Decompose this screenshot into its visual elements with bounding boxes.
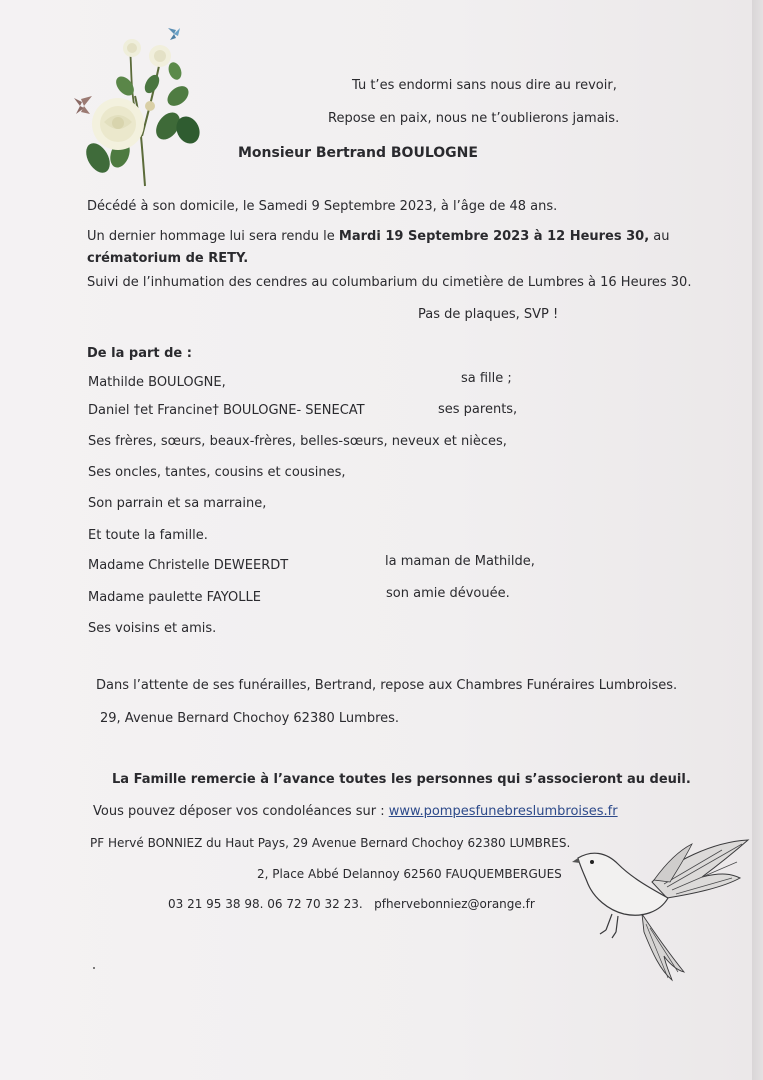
- death-notice: Décédé à son domicile, le Samedi 9 Septembre 2023, à l’âge de 48 ans.: [87, 199, 558, 214]
- poem-line-1: Tu t’es endormi sans nous dire au revoir,: [352, 78, 617, 93]
- poem-line-2: Repose en paix, nous ne t’oublierons jamais.: [328, 111, 620, 126]
- name-surname: BOULOGNE: [390, 145, 478, 161]
- dove-icon: [572, 832, 752, 982]
- family-name: Madame paulette FAYOLLE: [88, 590, 261, 605]
- condolences-link[interactable]: www.pompesfunebreslumbroises.fr: [388, 804, 618, 819]
- funeral-home-address-2: 2, Place Abbé Delannoy 62560 FAUQUEMBERGUES: [257, 867, 562, 881]
- butterfly-icon: [74, 96, 92, 114]
- deceased-name: [238, 145, 478, 161]
- phone-numbers: 03 21 95 38 98. 06 72 70 32 23.: [168, 897, 363, 911]
- family-thanks: La Famille remercie à l’avance toutes les personnes qui s’associeront au deuil.: [112, 772, 691, 787]
- rose-bouquet-icon: [70, 26, 220, 191]
- family-name: Daniel †et Francine† BOULOGNE- SENECAT: [88, 403, 365, 418]
- family-relation: son amie dévouée.: [386, 586, 510, 601]
- crematorium: crématorium de RETY.: [87, 251, 249, 266]
- page-edge: [752, 0, 763, 1080]
- family-name: Ses frères, sœurs, beaux-frères, belles-sœurs, neveux et nièces,: [88, 434, 507, 449]
- tribute-pre: Un dernier hommage lui sera rendu le: [87, 229, 339, 244]
- condolences-label: Vous pouvez déposer vos condoléances sur :: [93, 804, 389, 819]
- family-relation: ses parents,: [438, 402, 518, 417]
- contact-line: [168, 896, 535, 912]
- flowers-notice: Pas de plaques, SVP !: [418, 307, 559, 322]
- email-address: pfhervebonniez@orange.fr: [374, 897, 535, 911]
- family-name: Madame Christelle DEWEERDT: [88, 558, 289, 573]
- tribute-line: [87, 229, 670, 245]
- stray-dot: [93, 967, 95, 969]
- rest-location: Dans l’attente de ses funérailles, Bertrand, repose aux Chambres Funéraires Lumbroises.: [96, 678, 678, 693]
- tribute-date: Mardi 19 Septembre 2023 à 12 Heures 30,: [338, 229, 650, 244]
- funeral-home-address: PF Hervé BONNIEZ du Haut Pays, 29 Avenue Bernard Chochoy 62380 LUMBRES.: [90, 836, 571, 850]
- name-prefix: Monsieur Bertrand: [238, 145, 391, 161]
- family-relation: la maman de Mathilde,: [385, 554, 535, 569]
- family-name: Ses voisins et amis.: [88, 621, 217, 636]
- family-name: Son parrain et sa marraine,: [88, 496, 267, 511]
- tribute-post: au: [649, 229, 670, 244]
- family-name: Ses oncles, tantes, cousins et cousines,: [88, 465, 346, 480]
- family-name: Mathilde BOULOGNE,: [88, 375, 226, 390]
- burial-notice: Suivi de l’inhumation des cendres au columbarium du cimetière de Lumbres à 16 Heures 30.: [87, 275, 692, 290]
- condolences-line: [93, 804, 618, 820]
- family-heading: De la part de :: [87, 346, 192, 361]
- rest-address: 29, Avenue Bernard Chochoy 62380 Lumbres.: [100, 711, 400, 726]
- family-relation: sa fille ;: [461, 371, 512, 386]
- family-name: Et toute la famille.: [88, 528, 208, 543]
